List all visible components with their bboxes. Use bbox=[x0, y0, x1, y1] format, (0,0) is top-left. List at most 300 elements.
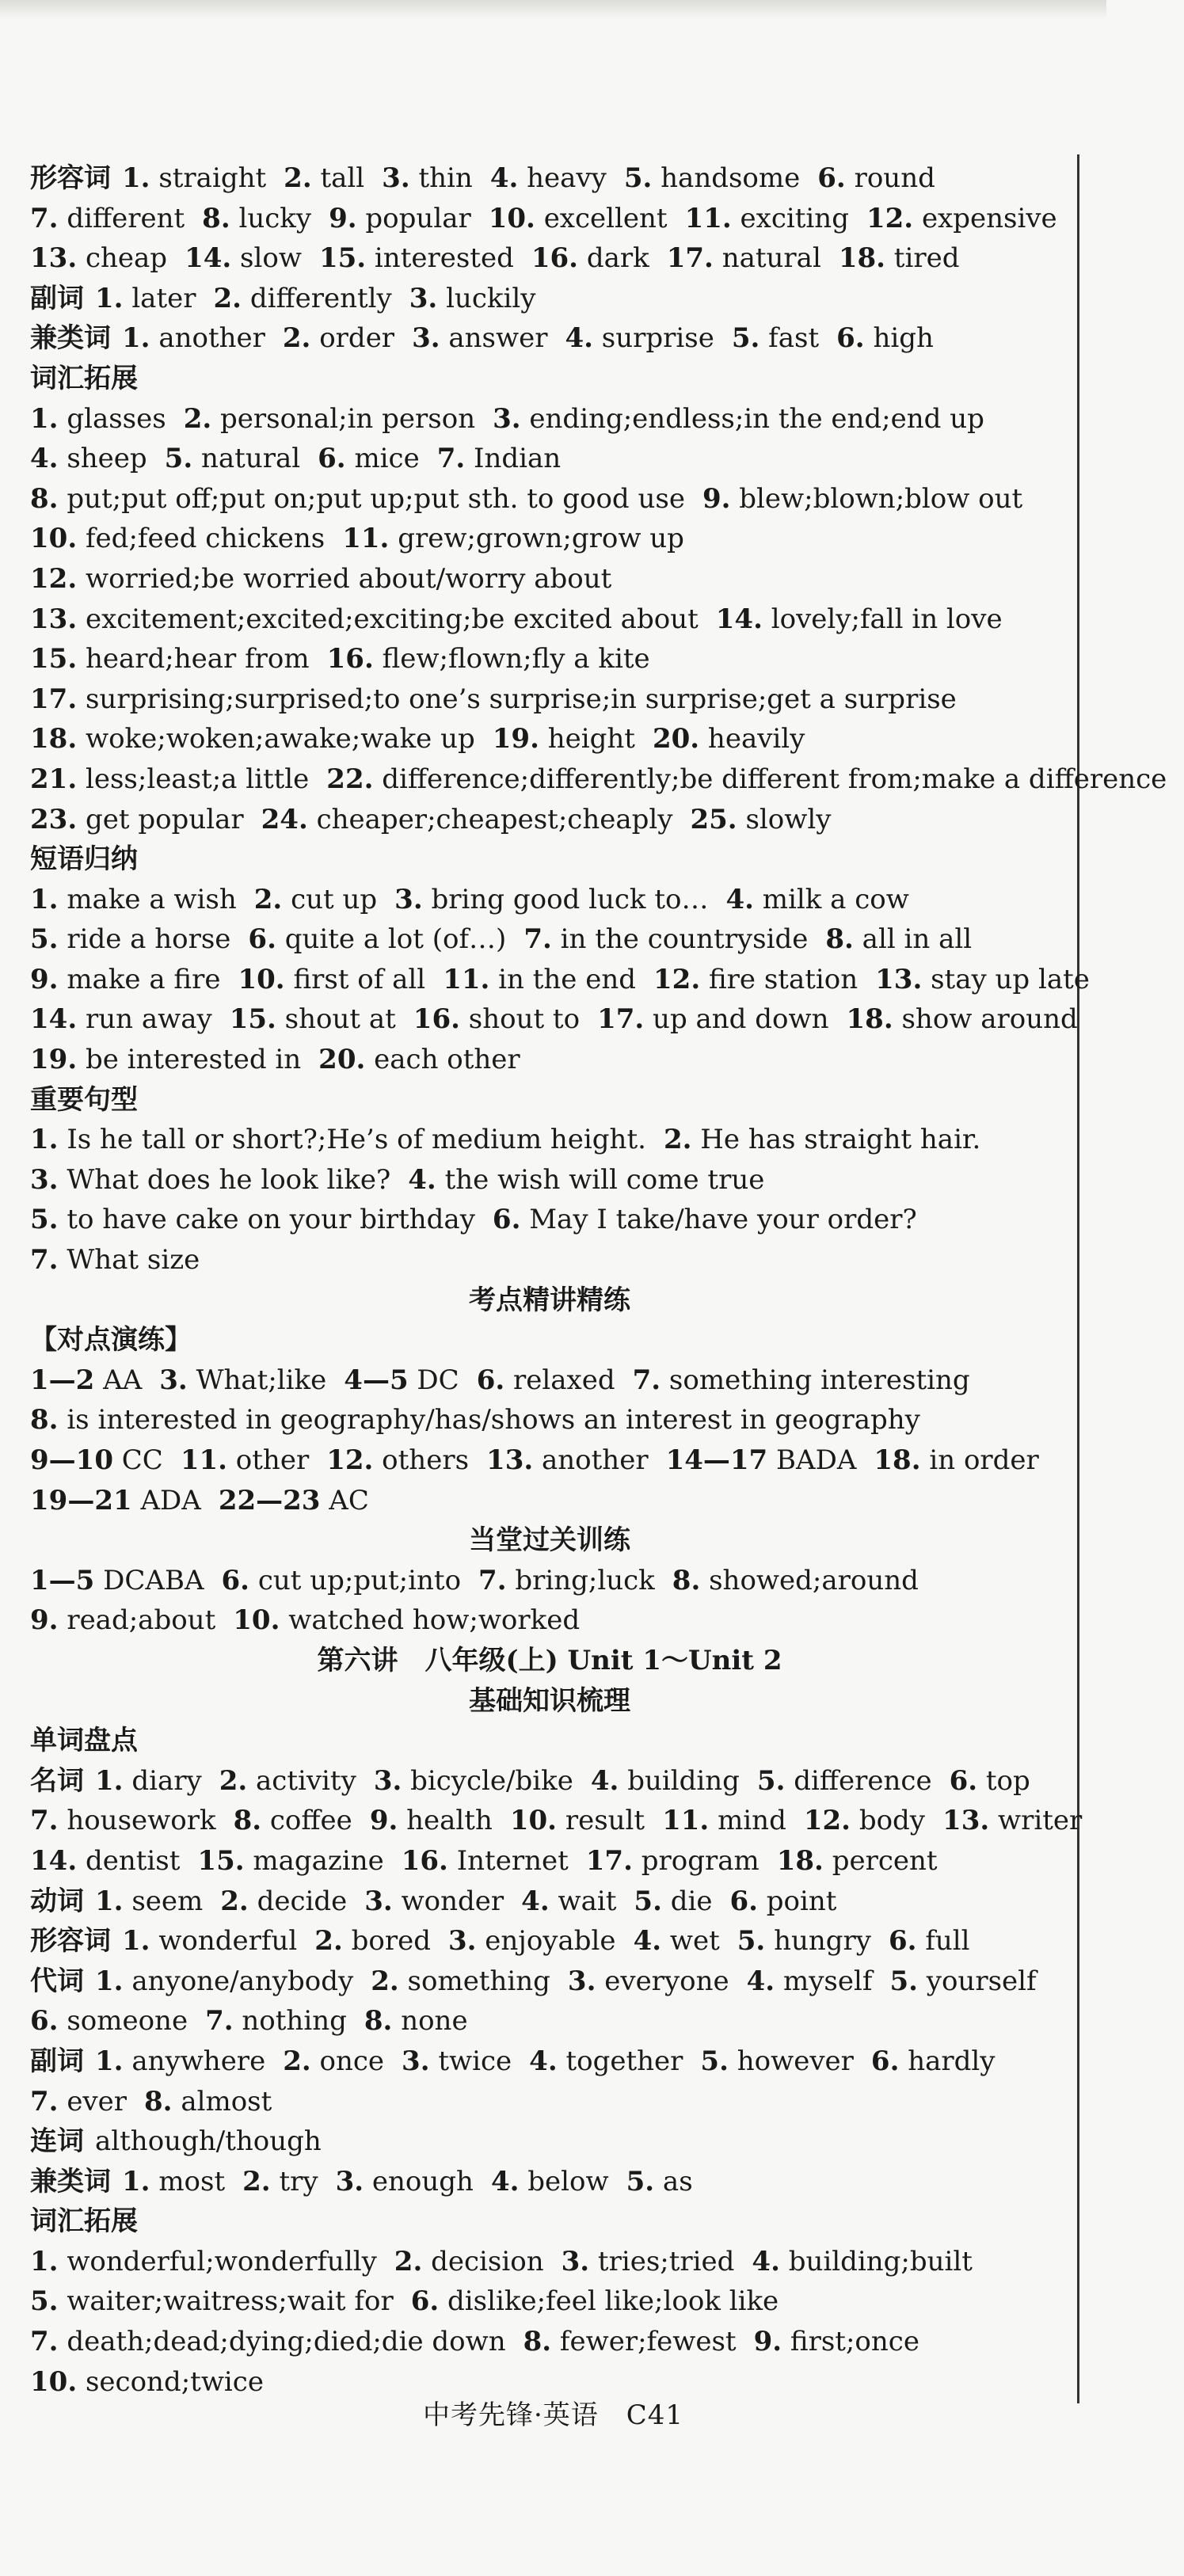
answer-item bbox=[477, 1364, 615, 1396]
item-number: 13. bbox=[30, 603, 78, 635]
item-text: as bbox=[662, 2165, 693, 2197]
item-number: 4. bbox=[490, 2165, 520, 2197]
item-text: bring good luck to… bbox=[431, 883, 709, 915]
item-number: 11. bbox=[662, 1805, 710, 1837]
item-number: 2. bbox=[219, 1764, 248, 1797]
item-number: 3. bbox=[447, 1925, 477, 1958]
item-number: 16. bbox=[401, 1844, 448, 1877]
item-number: 18. bbox=[838, 242, 885, 275]
item-number: 19. bbox=[30, 1044, 78, 1076]
answer-item bbox=[30, 403, 166, 435]
item-text: cheap bbox=[85, 242, 168, 275]
item-number: 8. bbox=[825, 923, 854, 956]
item-text: each other bbox=[374, 1044, 520, 1076]
answer-item bbox=[413, 1003, 580, 1035]
item-text: be interested in bbox=[85, 1044, 302, 1076]
item-number: 3. bbox=[493, 402, 521, 435]
answer-item bbox=[238, 964, 425, 995]
item-number: 1. bbox=[30, 1124, 59, 1156]
item-number: 2. bbox=[183, 402, 212, 435]
item-text: high bbox=[873, 322, 934, 355]
item-number: 3. bbox=[30, 1163, 59, 1196]
item-number: 20. bbox=[652, 723, 700, 755]
answer-item bbox=[371, 1965, 550, 1997]
answer-item bbox=[214, 283, 392, 314]
item-number: 7. bbox=[30, 1244, 59, 1277]
item-text: handsome bbox=[661, 162, 801, 194]
item-number: 1. bbox=[30, 883, 59, 915]
item-number: 5. bbox=[30, 2285, 59, 2318]
answer-item bbox=[633, 1364, 970, 1396]
item-text: Indian bbox=[474, 443, 562, 475]
item-number: 4. bbox=[633, 1925, 662, 1958]
item-number: 1. bbox=[95, 282, 124, 314]
item-text: decision bbox=[431, 2245, 544, 2277]
item-text: wonderful;wonderfully bbox=[67, 2245, 377, 2277]
item-text: get popular bbox=[85, 803, 244, 835]
item-number: 14—17 bbox=[665, 1444, 768, 1476]
answer-line bbox=[30, 1360, 1069, 1401]
answer-item bbox=[30, 1164, 390, 1196]
answer-item bbox=[597, 1003, 828, 1035]
item-number: 5. bbox=[731, 322, 760, 355]
answer-line bbox=[30, 599, 1069, 640]
item-text: full bbox=[925, 1925, 970, 1958]
item-text: make a fire bbox=[67, 963, 221, 995]
item-text: to have cake on your birthday bbox=[67, 1204, 475, 1236]
answer-item bbox=[202, 203, 311, 234]
item-text: second;twice bbox=[85, 2365, 264, 2398]
item-number: 10. bbox=[488, 202, 535, 234]
item-text: wonder bbox=[401, 1885, 504, 1917]
item-text: tries;tried bbox=[597, 2245, 735, 2277]
answer-item bbox=[220, 1885, 347, 1917]
item-number: 10. bbox=[509, 1805, 558, 1837]
answer-line bbox=[30, 199, 1069, 239]
item-number: 13. bbox=[486, 1444, 534, 1476]
answer-line bbox=[30, 439, 1069, 479]
margin-rule bbox=[1077, 154, 1079, 2403]
item-text: housework bbox=[67, 1805, 216, 1837]
answer-item bbox=[716, 603, 1003, 635]
answer-item bbox=[318, 443, 420, 474]
item-number: 9—10 bbox=[30, 1444, 113, 1476]
category-label: 名词 bbox=[30, 1764, 84, 1797]
item-text: stay up late bbox=[931, 963, 1090, 995]
item-number: 1. bbox=[122, 322, 150, 355]
item-text: seem bbox=[131, 1885, 204, 1917]
item-number: 4. bbox=[521, 1885, 550, 1917]
item-number: 3. bbox=[412, 322, 440, 355]
answer-item bbox=[804, 1805, 925, 1836]
item-text: result bbox=[565, 1805, 645, 1837]
item-text: different bbox=[67, 202, 185, 234]
answer-line bbox=[30, 519, 1069, 559]
item-text: up and down bbox=[653, 1003, 829, 1036]
item-text: magazine bbox=[253, 1844, 384, 1877]
item-text: building bbox=[627, 1764, 740, 1797]
category-label: 重要句型 bbox=[30, 1083, 138, 1116]
item-number: 5. bbox=[889, 1965, 918, 1997]
item-number: 12. bbox=[866, 202, 914, 234]
item-text: heavy bbox=[527, 162, 607, 194]
answer-item bbox=[662, 1805, 786, 1836]
answer-line bbox=[30, 399, 1069, 439]
item-number: 16. bbox=[531, 242, 579, 275]
item-text: mind bbox=[718, 1805, 786, 1837]
item-text: run away bbox=[85, 1003, 212, 1036]
answer-item bbox=[586, 1845, 760, 1877]
item-text: glasses bbox=[67, 402, 166, 435]
answer-line bbox=[30, 2082, 1069, 2122]
answer-item bbox=[874, 1444, 1038, 1476]
answer-item bbox=[181, 1444, 309, 1476]
answer-item bbox=[664, 1124, 980, 1155]
item-number: 7. bbox=[205, 2005, 234, 2038]
item-text: tall bbox=[320, 162, 365, 194]
item-number: 2. bbox=[283, 2045, 311, 2077]
answer-line bbox=[30, 279, 1069, 319]
answer-line bbox=[30, 1801, 1083, 1841]
item-number: 4. bbox=[30, 443, 59, 475]
answer-item bbox=[732, 322, 819, 354]
answer-line bbox=[30, 1080, 1069, 1121]
item-text: cut up bbox=[291, 883, 378, 915]
item-number: 7. bbox=[30, 2326, 59, 2358]
item-number: 1. bbox=[122, 1925, 150, 1958]
item-text: the wish will come true bbox=[444, 1163, 765, 1196]
answer-item bbox=[122, 322, 265, 354]
answer-item bbox=[653, 964, 858, 995]
answer-item bbox=[30, 723, 475, 755]
answer-item bbox=[394, 884, 708, 915]
item-text: below bbox=[527, 2165, 609, 2197]
item-text: What does he look like? bbox=[67, 1163, 391, 1196]
answer-item bbox=[30, 2326, 506, 2357]
answer-line bbox=[30, 1040, 1069, 1080]
item-text: coffee bbox=[269, 1805, 352, 1837]
category-label: 副词 bbox=[30, 2045, 84, 2077]
item-number: 25. bbox=[690, 803, 737, 835]
item-text: in the countryside bbox=[560, 923, 809, 956]
item-number: 5. bbox=[634, 1885, 662, 1917]
item-text: What;like bbox=[196, 1364, 327, 1396]
item-number: 1. bbox=[95, 1885, 124, 1917]
item-text: activity bbox=[256, 1764, 356, 1797]
item-text: showed;around bbox=[709, 1564, 919, 1596]
item-text: slow bbox=[240, 242, 302, 275]
item-number: 6. bbox=[949, 1764, 978, 1797]
section-title: 基础知识梳理 bbox=[469, 1684, 630, 1717]
item-number: 6. bbox=[870, 2045, 900, 2077]
item-text: Is he tall or short?;He’s of medium height. bbox=[67, 1124, 646, 1156]
answer-item bbox=[747, 1965, 873, 1997]
item-number: 3. bbox=[373, 1764, 402, 1797]
item-text: top bbox=[985, 1764, 1030, 1797]
answer-item bbox=[327, 643, 650, 675]
item-number: 3. bbox=[409, 282, 438, 314]
item-number: 15. bbox=[197, 1844, 245, 1877]
answer-line bbox=[30, 1400, 1069, 1440]
answer-item bbox=[30, 1044, 301, 1075]
answer-item bbox=[382, 162, 473, 194]
item-number: 11. bbox=[443, 963, 490, 995]
answer-item bbox=[30, 2005, 188, 2037]
answer-item bbox=[242, 2166, 318, 2197]
item-number: 8. bbox=[30, 1404, 59, 1436]
item-text: cheaper;cheapest;cheaply bbox=[316, 803, 673, 835]
item-text: flew;flown;fly a kite bbox=[382, 643, 650, 675]
answer-item bbox=[836, 322, 934, 354]
answer-item bbox=[562, 2246, 735, 2277]
item-text: first;once bbox=[790, 2326, 919, 2358]
item-text: bicycle/bike bbox=[410, 1764, 573, 1797]
answer-item bbox=[30, 1444, 163, 1476]
item-number: 2. bbox=[220, 1885, 249, 1917]
item-text: dark bbox=[586, 242, 649, 275]
answer-item bbox=[30, 603, 699, 635]
item-text: sheep bbox=[67, 443, 147, 475]
item-text: What size bbox=[67, 1244, 200, 1277]
item-number: 19—21 bbox=[30, 1484, 132, 1516]
item-text: die bbox=[670, 1885, 713, 1917]
answer-item bbox=[568, 1965, 729, 1997]
item-text: excellent bbox=[543, 202, 668, 234]
item-text: ADA bbox=[140, 1484, 201, 1516]
item-text: shout at bbox=[284, 1003, 396, 1036]
item-number: 1—5 bbox=[30, 1564, 95, 1596]
answer-line bbox=[30, 2281, 1069, 2322]
answer-line bbox=[30, 1761, 1069, 1802]
item-number: 3. bbox=[335, 2165, 364, 2197]
item-text: natural bbox=[200, 443, 301, 475]
answer-item bbox=[326, 763, 1167, 795]
answer-item bbox=[402, 2045, 512, 2077]
item-text: put;put off;put on;put up;put sth. to good use bbox=[67, 482, 685, 515]
item-text: other bbox=[235, 1444, 310, 1476]
item-number: 14. bbox=[185, 242, 232, 275]
answer-item bbox=[626, 2166, 693, 2197]
item-number: 10. bbox=[238, 963, 285, 995]
item-text: none bbox=[401, 2005, 468, 2038]
item-number: 2. bbox=[284, 162, 312, 194]
answer-item bbox=[219, 1485, 369, 1516]
item-number: 23. bbox=[30, 803, 78, 835]
answer-item bbox=[408, 1164, 764, 1196]
item-text: decide bbox=[257, 1885, 348, 1917]
item-text: DC bbox=[417, 1364, 459, 1396]
item-number: 4. bbox=[408, 1163, 436, 1196]
item-text: wait bbox=[558, 1885, 617, 1917]
item-number: 1. bbox=[95, 2045, 124, 2077]
answer-item bbox=[443, 964, 636, 995]
item-number: 14. bbox=[30, 1844, 78, 1877]
answer-item bbox=[326, 1444, 469, 1476]
item-text: in order bbox=[929, 1444, 1039, 1476]
item-text: relaxed bbox=[513, 1364, 615, 1396]
item-number: 1. bbox=[30, 402, 59, 435]
answer-content bbox=[30, 158, 1167, 2402]
item-number: 3. bbox=[567, 1965, 596, 1997]
item-number: 16. bbox=[413, 1003, 460, 1036]
answer-item bbox=[205, 2005, 347, 2037]
item-text: worried;be worried about/worry about bbox=[85, 562, 612, 595]
answer-item bbox=[30, 523, 325, 554]
answer-item bbox=[30, 804, 244, 835]
item-number: 21. bbox=[30, 763, 78, 795]
item-text: watched how;worked bbox=[288, 1604, 581, 1637]
item-text: fewer;fewest bbox=[559, 2326, 737, 2358]
answer-item bbox=[30, 964, 220, 995]
item-text: surprise bbox=[601, 322, 714, 355]
item-number: 2. bbox=[314, 1925, 343, 1958]
item-number: 9. bbox=[369, 1805, 398, 1837]
item-number: 18. bbox=[30, 723, 78, 755]
answer-item bbox=[634, 1925, 720, 1957]
answer-line bbox=[30, 1120, 1069, 1160]
answer-line bbox=[30, 359, 1069, 399]
item-text: Internet bbox=[456, 1844, 569, 1877]
category-label: 连词 bbox=[30, 2125, 84, 2158]
answer-item bbox=[690, 804, 831, 835]
item-text: round bbox=[854, 162, 935, 194]
item-text: exciting bbox=[740, 202, 849, 234]
item-number: 2. bbox=[253, 883, 283, 915]
answer-item bbox=[817, 162, 935, 194]
item-text: slowly bbox=[745, 803, 832, 835]
item-number: 2. bbox=[282, 322, 311, 355]
answer-item bbox=[30, 242, 167, 274]
answer-item bbox=[283, 2045, 384, 2077]
item-number: 2. bbox=[663, 1124, 692, 1156]
answer-item bbox=[30, 884, 237, 915]
item-text: once bbox=[319, 2045, 385, 2077]
answer-line bbox=[30, 1240, 1069, 1280]
answer-item bbox=[344, 1364, 459, 1396]
answer-item bbox=[702, 483, 1022, 515]
answer-line bbox=[30, 318, 1069, 359]
item-number: 4. bbox=[725, 883, 754, 915]
item-number: 3. bbox=[364, 1885, 393, 1917]
answer-item bbox=[197, 1845, 383, 1877]
item-text: however bbox=[737, 2045, 854, 2077]
item-number: 12. bbox=[803, 1805, 851, 1837]
item-number: 3. bbox=[402, 2045, 430, 2077]
item-number: 6. bbox=[817, 162, 846, 194]
answer-item bbox=[30, 2285, 394, 2317]
item-number: 22—23 bbox=[218, 1484, 321, 1516]
answer-item bbox=[478, 1565, 655, 1596]
answer-item bbox=[318, 1044, 520, 1075]
item-text: make a wish bbox=[67, 883, 237, 915]
item-number: 3. bbox=[394, 883, 423, 915]
category-label: 副词 bbox=[30, 282, 84, 314]
answer-item bbox=[402, 1845, 569, 1877]
answer-item bbox=[95, 2045, 265, 2077]
answer-item bbox=[889, 1965, 1036, 1997]
category-label: 【对点演练】 bbox=[30, 1324, 192, 1356]
item-number: 10. bbox=[30, 523, 78, 555]
item-text: tired bbox=[893, 242, 960, 275]
answer-item bbox=[757, 1765, 932, 1797]
item-text: excitement;excited;exciting;be excited about bbox=[85, 603, 699, 635]
item-text: hungry bbox=[774, 1925, 871, 1958]
item-number: 1. bbox=[122, 162, 150, 194]
item-number: 13. bbox=[875, 963, 923, 995]
answer-item bbox=[531, 242, 649, 274]
item-text: enough bbox=[371, 2165, 474, 2197]
item-number: 4. bbox=[489, 162, 519, 194]
item-text: personal;in person bbox=[220, 402, 476, 435]
answer-item bbox=[234, 1805, 352, 1836]
answer-item bbox=[523, 2326, 737, 2357]
item-number: 8. bbox=[233, 1805, 262, 1837]
answer-item bbox=[30, 1404, 920, 1436]
answer-line bbox=[30, 1200, 1069, 1240]
item-text: fed;feed chickens bbox=[85, 523, 326, 555]
item-number: 8. bbox=[523, 2326, 552, 2358]
item-number: 18. bbox=[874, 1444, 921, 1476]
answer-line bbox=[30, 559, 1069, 599]
item-number: 5. bbox=[756, 1764, 786, 1797]
item-text: nothing bbox=[242, 2005, 347, 2038]
item-number: 18. bbox=[846, 1003, 893, 1036]
answer-line bbox=[30, 2001, 1069, 2041]
item-text: luckily bbox=[446, 282, 536, 314]
answer-item bbox=[319, 242, 514, 274]
item-text: ride a horse bbox=[67, 923, 231, 956]
answer-line bbox=[30, 1961, 1069, 2002]
item-number: 6. bbox=[410, 2285, 440, 2318]
item-number: 7. bbox=[478, 1564, 507, 1596]
answer-line bbox=[30, 1160, 1069, 1200]
answer-item bbox=[233, 1604, 580, 1636]
item-text: something bbox=[407, 1965, 550, 1997]
answer-item bbox=[314, 1925, 431, 1957]
answer-item bbox=[889, 1925, 970, 1957]
answer-line bbox=[30, 1841, 1069, 1882]
answer-item bbox=[839, 242, 960, 274]
answer-item bbox=[30, 443, 147, 474]
item-number: 11. bbox=[684, 202, 732, 234]
answer-item bbox=[394, 2246, 544, 2277]
scan-edge bbox=[0, 0, 1106, 19]
item-text: expensive bbox=[921, 202, 1057, 234]
answer-item bbox=[30, 1124, 646, 1155]
answer-item bbox=[672, 1565, 919, 1596]
answer-item bbox=[364, 2005, 468, 2037]
answer-line bbox=[30, 880, 1069, 920]
item-text: body bbox=[858, 1805, 926, 1837]
answer-item bbox=[30, 1244, 200, 1276]
item-text: interested bbox=[374, 242, 514, 275]
answer-item bbox=[437, 443, 561, 474]
item-number: 8. bbox=[144, 2085, 173, 2117]
answer-item bbox=[95, 1965, 353, 1997]
item-number: 5. bbox=[30, 1204, 59, 1236]
answer-line bbox=[30, 479, 1069, 519]
answer-item bbox=[30, 1845, 180, 1877]
item-number: 6. bbox=[318, 443, 346, 475]
item-number: 5. bbox=[626, 2165, 655, 2197]
answer-line bbox=[30, 1481, 1069, 1521]
answer-item bbox=[875, 964, 1090, 995]
item-number: 12. bbox=[30, 562, 78, 595]
answer-item bbox=[871, 2045, 996, 2077]
item-number: 3. bbox=[561, 2245, 590, 2277]
item-text: first of all bbox=[293, 963, 426, 995]
item-text: in the end bbox=[498, 963, 637, 995]
